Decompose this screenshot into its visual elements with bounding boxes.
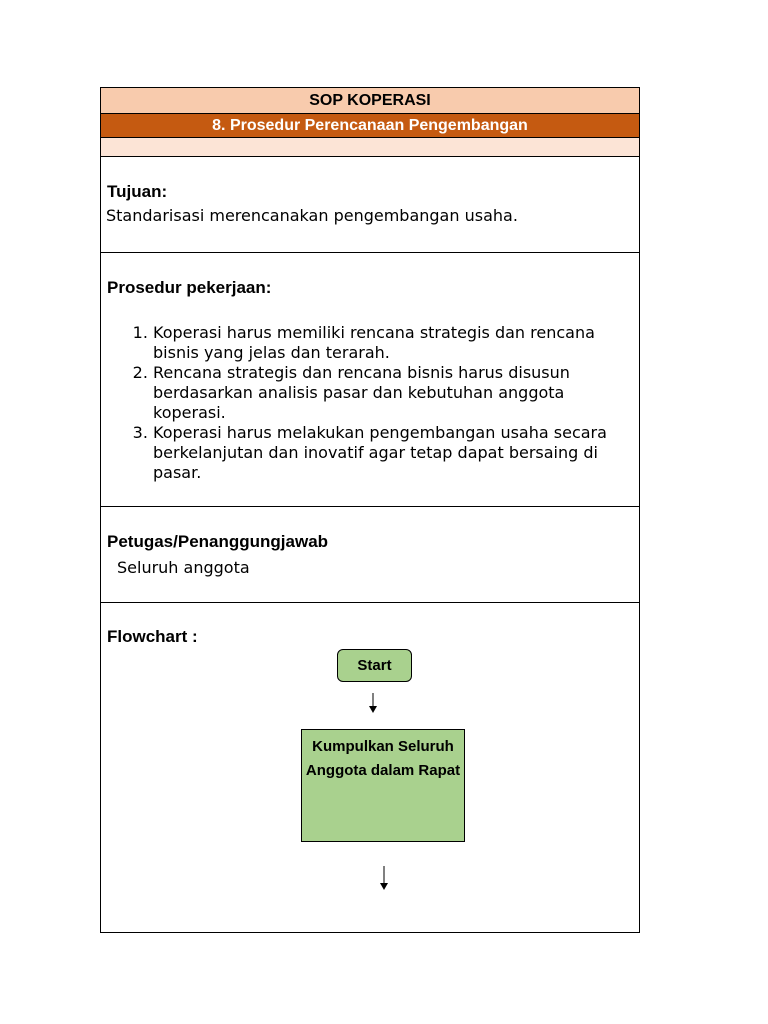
flowchart-process-node: Kumpulkan Seluruh Anggota dalam Rapat bbox=[301, 729, 465, 842]
flow-arrow-down-icon bbox=[367, 692, 379, 714]
petugas-heading: Petugas/Penanggungjawab bbox=[107, 532, 329, 551]
flowchart-start-node: Start bbox=[337, 649, 412, 682]
tujuan-heading: Tujuan: bbox=[107, 182, 168, 201]
petugas-section bbox=[101, 507, 639, 603]
document-title: SOP KOPERASI bbox=[101, 88, 639, 114]
tujuan-text: Standarisasi merencanakan pengembangan usaha. bbox=[106, 206, 518, 225]
flowchart-heading: Flowchart : bbox=[107, 627, 198, 646]
prosedur-heading: Prosedur pekerjaan: bbox=[107, 278, 272, 297]
procedure-title: 8. Prosedur Perencanaan Pengembangan bbox=[101, 114, 639, 138]
blank-row bbox=[101, 138, 639, 157]
prosedur-section bbox=[101, 253, 639, 507]
petugas-text: Seluruh anggota bbox=[117, 558, 250, 577]
tujuan-section bbox=[101, 157, 639, 253]
procedure-step-3: 3. Koperasi harus melakukan pengembangan usaha secara berkelanjutan dan inovatif agar tetap dapat bersaing di pasar. bbox=[153, 423, 623, 483]
flowchart-section bbox=[101, 603, 639, 933]
procedure-step-1: 1. Koperasi harus memiliki rencana strategis dan rencana bisnis yang jelas dan terarah. bbox=[153, 323, 623, 363]
sop-document bbox=[100, 87, 640, 933]
procedure-steps-list bbox=[107, 323, 623, 483]
flow-arrow-down-icon bbox=[378, 865, 390, 891]
procedure-step-2: 2. Rencana strategis dan rencana bisnis harus disusun berdasarkan analisis pasar dan kebutuhan anggota koperasi. bbox=[153, 363, 623, 423]
